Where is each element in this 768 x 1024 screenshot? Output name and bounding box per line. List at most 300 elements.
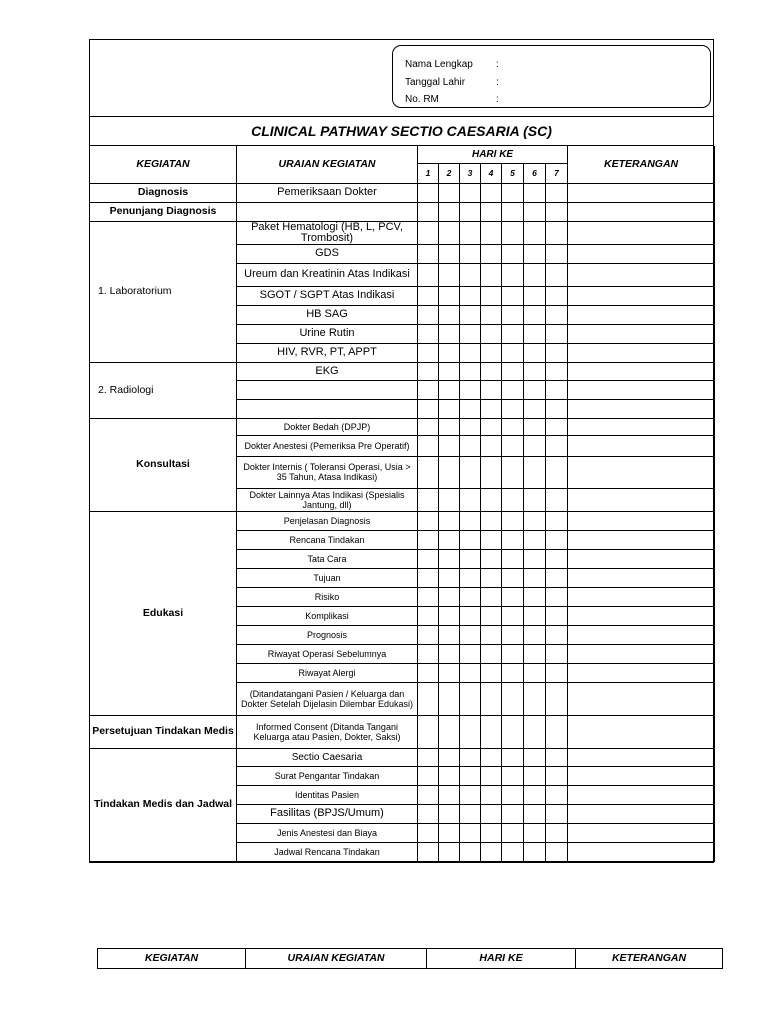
day-cell[interactable]	[460, 435, 481, 456]
uraian-cell: (Ditandatangani Pasien / Keluarga dan Dokter Setelah Dijelasin Dilembar Edukasi)	[237, 682, 418, 715]
day-cell[interactable]	[418, 456, 439, 488]
day-cell[interactable]	[460, 823, 481, 842]
keterangan-cell[interactable]	[568, 324, 715, 343]
keterangan-cell[interactable]	[568, 663, 715, 682]
day-cell[interactable]	[418, 488, 439, 511]
day-cell[interactable]	[524, 606, 546, 625]
day-cell[interactable]	[460, 263, 481, 286]
day-cell[interactable]	[524, 263, 546, 286]
keterangan-cell[interactable]	[568, 399, 715, 418]
day-cell[interactable]	[418, 343, 439, 362]
day-cell[interactable]	[524, 549, 546, 568]
day-cell[interactable]	[418, 785, 439, 804]
day-cell[interactable]	[481, 549, 502, 568]
day-cell[interactable]	[481, 324, 502, 343]
day-cell[interactable]	[439, 305, 460, 324]
keterangan-cell[interactable]	[568, 418, 715, 435]
keterangan-cell[interactable]	[568, 456, 715, 488]
keterangan-cell[interactable]	[568, 362, 715, 380]
day-cell[interactable]	[546, 842, 568, 861]
day-cell[interactable]	[524, 488, 546, 511]
day-cell[interactable]	[460, 715, 481, 748]
day-cell[interactable]	[546, 587, 568, 606]
day-cell[interactable]	[502, 606, 524, 625]
day-cell[interactable]	[460, 221, 481, 244]
day-cell[interactable]	[439, 663, 460, 682]
footer-kegiatan: KEGIATAN	[98, 949, 246, 968]
day-cell[interactable]	[546, 435, 568, 456]
uraian-cell: Riwayat Alergi	[237, 663, 418, 682]
day-cell[interactable]	[546, 399, 568, 418]
day-cell[interactable]	[502, 418, 524, 435]
day-cell[interactable]	[481, 682, 502, 715]
day-cell[interactable]	[418, 418, 439, 435]
day-cell[interactable]	[418, 380, 439, 399]
day-cell[interactable]	[502, 324, 524, 343]
day-cell[interactable]	[546, 785, 568, 804]
day-cell[interactable]	[481, 343, 502, 362]
day-cell[interactable]	[524, 785, 546, 804]
day-cell[interactable]	[546, 456, 568, 488]
day-cell[interactable]	[439, 399, 460, 418]
day-cell[interactable]	[524, 380, 546, 399]
day-cell[interactable]	[524, 324, 546, 343]
day-cell[interactable]	[524, 399, 546, 418]
kegiatan-diagnosis: Diagnosis	[90, 183, 237, 202]
keterangan-cell[interactable]	[568, 785, 715, 804]
day-cell[interactable]	[546, 362, 568, 380]
day-cell[interactable]	[502, 549, 524, 568]
day-cell[interactable]	[524, 663, 546, 682]
day-cell[interactable]	[481, 488, 502, 511]
day-cell[interactable]	[439, 748, 460, 766]
day-cell[interactable]	[546, 263, 568, 286]
day-cell[interactable]	[524, 362, 546, 380]
day-cell[interactable]	[546, 511, 568, 530]
day-cell[interactable]	[418, 587, 439, 606]
day-cell[interactable]	[546, 305, 568, 324]
day-cell[interactable]	[481, 587, 502, 606]
day-cell[interactable]	[546, 530, 568, 549]
day-cell[interactable]	[546, 766, 568, 785]
day-cell[interactable]	[460, 380, 481, 399]
day-cell[interactable]	[460, 183, 481, 202]
day-cell[interactable]	[460, 418, 481, 435]
day-cell[interactable]	[546, 202, 568, 221]
day-cell[interactable]	[502, 380, 524, 399]
patient-rm-separator: :	[496, 94, 499, 105]
day-cell[interactable]	[418, 644, 439, 663]
day-cell[interactable]	[460, 488, 481, 511]
keterangan-cell[interactable]	[568, 644, 715, 663]
day-cell[interactable]	[524, 221, 546, 244]
day-cell[interactable]	[502, 823, 524, 842]
day-cell[interactable]	[439, 644, 460, 663]
day-cell[interactable]	[502, 244, 524, 263]
keterangan-cell[interactable]	[568, 530, 715, 549]
day-cell[interactable]	[418, 715, 439, 748]
keterangan-cell[interactable]	[568, 511, 715, 530]
day-cell[interactable]	[418, 682, 439, 715]
day-cell[interactable]	[481, 435, 502, 456]
day-cell[interactable]	[460, 530, 481, 549]
day-cell[interactable]	[546, 715, 568, 748]
day-cell[interactable]	[439, 202, 460, 221]
table-row	[90, 418, 715, 435]
day-cell[interactable]	[524, 456, 546, 488]
day-cell[interactable]	[502, 263, 524, 286]
day-cell[interactable]	[546, 644, 568, 663]
keterangan-cell[interactable]	[568, 263, 715, 286]
day-cell[interactable]	[546, 488, 568, 511]
day-cell[interactable]	[481, 202, 502, 221]
pathway-table	[89, 146, 715, 862]
day-cell[interactable]	[460, 202, 481, 221]
keterangan-cell[interactable]	[568, 435, 715, 456]
uraian-cell: Prognosis	[237, 625, 418, 644]
day-cell[interactable]	[502, 362, 524, 380]
day-cell[interactable]	[481, 221, 502, 244]
day-cell[interactable]	[481, 418, 502, 435]
uraian-cell: Dokter Anestesi (Pemeriksa Pre Operatif)	[237, 435, 418, 456]
day-cell[interactable]	[439, 823, 460, 842]
day-cell[interactable]	[546, 568, 568, 587]
uraian-cell: Jenis Anestesi dan Biaya	[237, 823, 418, 842]
day-cell[interactable]	[418, 530, 439, 549]
day-cell[interactable]	[502, 748, 524, 766]
day-cell[interactable]	[481, 568, 502, 587]
day-cell[interactable]	[546, 418, 568, 435]
day-cell[interactable]	[481, 766, 502, 785]
keterangan-cell[interactable]	[568, 587, 715, 606]
uraian-cell	[237, 380, 418, 399]
keterangan-cell[interactable]	[568, 606, 715, 625]
day-cell[interactable]	[439, 343, 460, 362]
day-cell[interactable]	[460, 663, 481, 682]
day-cell[interactable]	[460, 606, 481, 625]
header-kegiatan: KEGIATAN	[90, 146, 237, 183]
day-cell[interactable]	[502, 644, 524, 663]
day-cell[interactable]	[418, 305, 439, 324]
day-cell[interactable]	[546, 606, 568, 625]
day-cell[interactable]	[546, 244, 568, 263]
uraian-cell: Komplikasi	[237, 606, 418, 625]
day-cell[interactable]	[481, 748, 502, 766]
day-cell[interactable]	[418, 221, 439, 244]
day-cell[interactable]	[460, 568, 481, 587]
day-cell[interactable]	[502, 625, 524, 644]
day-cell[interactable]	[439, 530, 460, 549]
day-cell[interactable]	[439, 362, 460, 380]
keterangan-cell[interactable]	[568, 183, 715, 202]
keterangan-cell[interactable]	[568, 244, 715, 263]
day-cell[interactable]	[439, 488, 460, 511]
day-cell[interactable]	[418, 625, 439, 644]
day-cell[interactable]	[418, 568, 439, 587]
day-cell[interactable]	[481, 399, 502, 418]
header-day-2: 2	[439, 163, 460, 183]
keterangan-cell[interactable]	[568, 343, 715, 362]
day-cell[interactable]	[524, 568, 546, 587]
keterangan-cell[interactable]	[568, 286, 715, 305]
day-cell[interactable]	[502, 785, 524, 804]
uraian-cell: Pemeriksaan Dokter	[237, 183, 418, 202]
day-cell[interactable]	[524, 804, 546, 823]
day-cell[interactable]	[439, 715, 460, 748]
day-cell[interactable]	[418, 823, 439, 842]
day-cell[interactable]	[481, 530, 502, 549]
day-cell[interactable]	[460, 343, 481, 362]
uraian-cell: Penjelasan Diagnosis	[237, 511, 418, 530]
day-cell[interactable]	[481, 804, 502, 823]
day-cell[interactable]	[524, 435, 546, 456]
day-cell[interactable]	[481, 625, 502, 644]
day-cell[interactable]	[418, 362, 439, 380]
footer-uraian: URAIAN KEGIATAN	[246, 949, 427, 968]
day-cell[interactable]	[546, 183, 568, 202]
day-cell[interactable]	[418, 511, 439, 530]
day-cell[interactable]	[524, 183, 546, 202]
day-cell[interactable]	[546, 625, 568, 644]
day-cell[interactable]	[460, 842, 481, 861]
day-cell[interactable]	[546, 748, 568, 766]
day-cell[interactable]	[439, 183, 460, 202]
day-cell[interactable]	[502, 663, 524, 682]
day-cell[interactable]	[439, 804, 460, 823]
day-cell[interactable]	[460, 324, 481, 343]
day-cell[interactable]	[460, 362, 481, 380]
day-cell[interactable]	[524, 748, 546, 766]
day-cell[interactable]	[439, 625, 460, 644]
day-cell[interactable]	[460, 305, 481, 324]
uraian-cell: Risiko	[237, 587, 418, 606]
day-cell[interactable]	[502, 804, 524, 823]
day-cell[interactable]	[481, 263, 502, 286]
day-cell[interactable]	[481, 305, 502, 324]
kegiatan-penunjang-diagnosis: Penunjang Diagnosis	[90, 202, 237, 221]
uraian-cell	[237, 399, 418, 418]
day-cell[interactable]	[481, 644, 502, 663]
day-cell[interactable]	[481, 456, 502, 488]
keterangan-cell[interactable]	[568, 842, 715, 861]
patient-dob-line	[405, 76, 499, 89]
day-cell[interactable]	[546, 221, 568, 244]
day-cell[interactable]	[524, 587, 546, 606]
day-cell[interactable]	[481, 511, 502, 530]
keterangan-cell[interactable]	[568, 202, 715, 221]
keterangan-cell[interactable]	[568, 380, 715, 399]
keterangan-cell[interactable]	[568, 766, 715, 785]
day-cell[interactable]	[481, 183, 502, 202]
header-day-5: 5	[502, 163, 524, 183]
keterangan-cell[interactable]	[568, 625, 715, 644]
day-cell[interactable]	[439, 785, 460, 804]
day-cell[interactable]	[524, 842, 546, 861]
day-cell[interactable]	[418, 324, 439, 343]
day-cell[interactable]	[460, 399, 481, 418]
day-cell[interactable]	[460, 549, 481, 568]
kegiatan-persetujuan-tindakan-medis: Persetujuan Tindakan Medis	[90, 715, 237, 748]
day-cell[interactable]	[418, 183, 439, 202]
day-cell[interactable]	[546, 324, 568, 343]
keterangan-cell[interactable]	[568, 715, 715, 748]
uraian-cell: Tujuan	[237, 568, 418, 587]
day-cell[interactable]	[546, 804, 568, 823]
day-cell[interactable]	[502, 202, 524, 221]
day-cell[interactable]	[418, 606, 439, 625]
day-cell[interactable]	[502, 183, 524, 202]
day-cell[interactable]	[418, 399, 439, 418]
day-cell[interactable]	[439, 456, 460, 488]
day-cell[interactable]	[546, 343, 568, 362]
day-cell[interactable]	[524, 530, 546, 549]
day-cell[interactable]	[524, 682, 546, 715]
day-cell[interactable]	[460, 644, 481, 663]
day-cell[interactable]	[481, 286, 502, 305]
day-cell[interactable]	[546, 286, 568, 305]
day-cell[interactable]	[439, 568, 460, 587]
day-cell[interactable]	[418, 663, 439, 682]
day-cell[interactable]	[546, 549, 568, 568]
day-cell[interactable]	[502, 286, 524, 305]
day-cell[interactable]	[418, 202, 439, 221]
day-cell[interactable]	[502, 842, 524, 861]
day-cell[interactable]	[502, 221, 524, 244]
day-cell[interactable]	[439, 682, 460, 715]
uraian-cell: Sectio Caesaria	[237, 748, 418, 766]
day-cell[interactable]	[524, 343, 546, 362]
uraian-cell: Surat Pengantar Tindakan	[237, 766, 418, 785]
day-cell[interactable]	[524, 511, 546, 530]
day-cell[interactable]	[418, 286, 439, 305]
patient-rm-line	[405, 93, 499, 106]
day-cell[interactable]	[481, 785, 502, 804]
day-cell[interactable]	[502, 305, 524, 324]
keterangan-cell[interactable]	[568, 488, 715, 511]
day-cell[interactable]	[524, 244, 546, 263]
header-uraian: URAIAN KEGIATAN	[237, 146, 418, 183]
day-cell[interactable]	[418, 804, 439, 823]
day-cell[interactable]	[502, 511, 524, 530]
day-cell[interactable]	[481, 380, 502, 399]
day-cell[interactable]	[502, 399, 524, 418]
day-cell[interactable]	[502, 766, 524, 785]
day-cell[interactable]	[439, 324, 460, 343]
day-cell[interactable]	[524, 766, 546, 785]
day-cell[interactable]	[502, 456, 524, 488]
day-cell[interactable]	[481, 244, 502, 263]
keterangan-cell[interactable]	[568, 221, 715, 244]
day-cell[interactable]	[502, 488, 524, 511]
day-cell[interactable]	[460, 587, 481, 606]
patient-header	[90, 40, 713, 117]
day-cell[interactable]	[460, 244, 481, 263]
day-cell[interactable]	[460, 804, 481, 823]
day-cell[interactable]	[439, 221, 460, 244]
patient-dob-label: Tanggal Lahir	[405, 77, 466, 88]
day-cell[interactable]	[439, 842, 460, 861]
day-cell[interactable]	[439, 286, 460, 305]
day-cell[interactable]	[524, 715, 546, 748]
day-cell[interactable]	[460, 625, 481, 644]
day-cell[interactable]	[524, 286, 546, 305]
day-cell[interactable]	[524, 625, 546, 644]
day-cell[interactable]	[481, 823, 502, 842]
day-cell[interactable]	[418, 748, 439, 766]
day-cell[interactable]	[439, 587, 460, 606]
day-cell[interactable]	[546, 823, 568, 842]
day-cell[interactable]	[481, 362, 502, 380]
day-cell[interactable]	[546, 380, 568, 399]
day-cell[interactable]	[524, 823, 546, 842]
day-cell[interactable]	[481, 842, 502, 861]
day-cell[interactable]	[524, 418, 546, 435]
keterangan-cell[interactable]	[568, 823, 715, 842]
header-day-1: 1	[418, 163, 439, 183]
day-cell[interactable]	[524, 305, 546, 324]
keterangan-cell[interactable]	[568, 682, 715, 715]
keterangan-cell[interactable]	[568, 748, 715, 766]
day-cell[interactable]	[481, 606, 502, 625]
day-cell[interactable]	[418, 435, 439, 456]
day-cell[interactable]	[502, 343, 524, 362]
day-cell[interactable]	[439, 549, 460, 568]
day-cell[interactable]	[460, 286, 481, 305]
keterangan-cell[interactable]	[568, 549, 715, 568]
day-cell[interactable]	[460, 456, 481, 488]
day-cell[interactable]	[502, 587, 524, 606]
day-cell[interactable]	[502, 530, 524, 549]
day-cell[interactable]	[418, 263, 439, 286]
day-cell[interactable]	[439, 606, 460, 625]
uraian-cell: Informed Consent (Ditanda Tangani Keluarga atau Pasien, Dokter, Saksi)	[237, 715, 418, 748]
day-cell[interactable]	[418, 766, 439, 785]
day-cell[interactable]	[439, 418, 460, 435]
day-cell[interactable]	[481, 715, 502, 748]
day-cell[interactable]	[439, 766, 460, 785]
next-page-header	[97, 948, 723, 969]
keterangan-cell[interactable]	[568, 568, 715, 587]
day-cell[interactable]	[502, 435, 524, 456]
day-cell[interactable]	[546, 663, 568, 682]
day-cell[interactable]	[524, 202, 546, 221]
keterangan-cell[interactable]	[568, 305, 715, 324]
day-cell[interactable]	[460, 785, 481, 804]
day-cell[interactable]	[418, 244, 439, 263]
kegiatan-konsultasi: Konsultasi	[90, 418, 237, 511]
day-cell[interactable]	[460, 682, 481, 715]
day-cell[interactable]	[502, 568, 524, 587]
day-cell[interactable]	[524, 644, 546, 663]
day-cell[interactable]	[546, 682, 568, 715]
day-cell[interactable]	[439, 244, 460, 263]
day-cell[interactable]	[418, 842, 439, 861]
day-cell[interactable]	[460, 766, 481, 785]
day-cell[interactable]	[481, 663, 502, 682]
keterangan-cell[interactable]	[568, 804, 715, 823]
patient-name-line	[405, 58, 499, 71]
uraian-cell: HB SAG	[237, 305, 418, 324]
day-cell[interactable]	[502, 715, 524, 748]
day-cell[interactable]	[439, 435, 460, 456]
day-cell[interactable]	[439, 511, 460, 530]
day-cell[interactable]	[418, 549, 439, 568]
day-cell[interactable]	[439, 380, 460, 399]
day-cell[interactable]	[439, 263, 460, 286]
day-cell[interactable]	[460, 511, 481, 530]
day-cell[interactable]	[460, 748, 481, 766]
day-cell[interactable]	[502, 682, 524, 715]
